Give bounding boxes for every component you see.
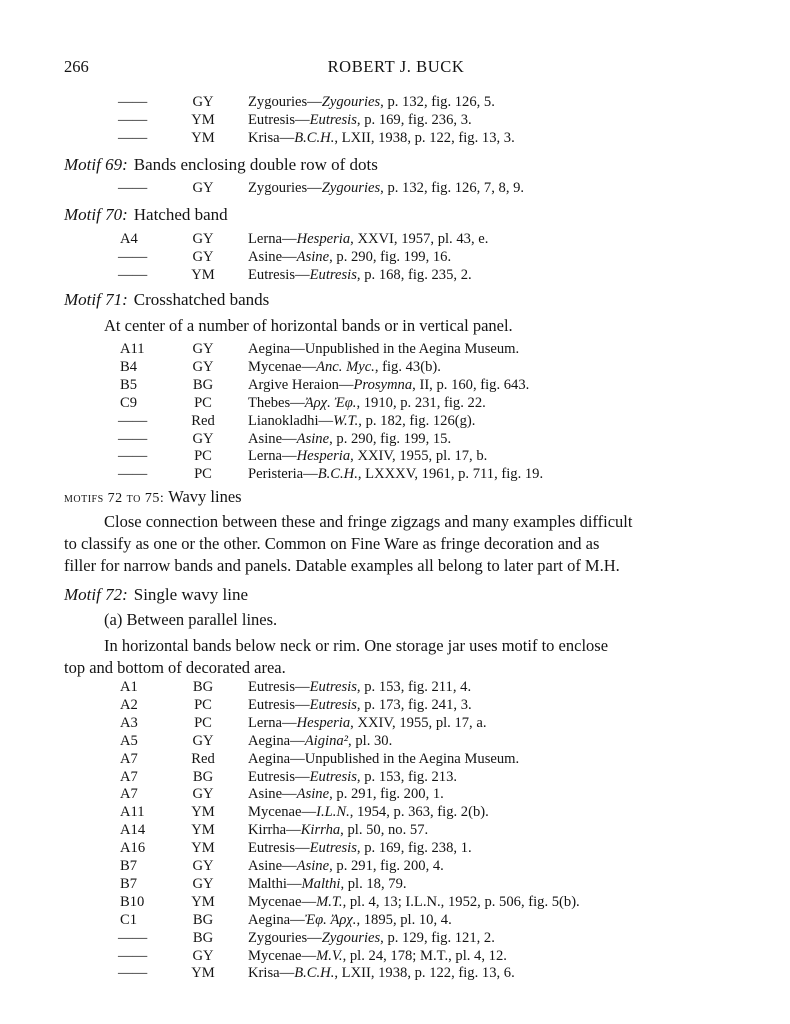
list-item (0, 929, 790, 947)
motif-title: Single wavy line (133, 585, 249, 604)
entry-id: B4 (120, 358, 138, 375)
list-item (0, 93, 790, 111)
list-item (0, 447, 790, 465)
reference-publication: Kirrha (300, 822, 341, 839)
reference-detail: , 1895, pl. 10, 4. (356, 911, 452, 928)
reference-site: Krisa— (248, 965, 295, 982)
reference (248, 358, 441, 376)
paragraph-line: filler for narrow bands and panels. Datable examples all belong to later part of M.H. (64, 556, 620, 575)
entry-id: —— (118, 929, 148, 946)
entry-id: A5 (120, 732, 138, 749)
motifs-72-75-heading (64, 486, 242, 510)
reference-publication: Asine (296, 430, 330, 447)
motif-70-heading (64, 204, 228, 226)
ware-code: GY (192, 732, 214, 749)
subheading: (a) Between parallel lines. (104, 610, 278, 629)
reference (248, 340, 519, 358)
entry-id: A7 (120, 768, 138, 785)
reference-site: Kirrha— (248, 822, 301, 839)
reference-publication: Prosymna (353, 376, 413, 393)
reference-site: Lianokladhi— (248, 412, 334, 429)
ware-code: GY (192, 430, 214, 447)
entry-id: B7 (120, 858, 138, 874)
reference-site: Aegina— (248, 732, 305, 749)
reference-detail: , p. 132, fig. 126, 7, 8, 9. (380, 180, 525, 196)
list-item (0, 129, 790, 147)
reference-publication: Aigina² (304, 732, 349, 749)
reference-site: Malthi— (248, 875, 302, 892)
reference (248, 821, 428, 839)
ware-code: GY (192, 858, 214, 874)
entry-id: —— (118, 180, 148, 196)
motif-label: Motif 70: (64, 205, 128, 224)
reference (248, 394, 486, 412)
list-item (0, 893, 790, 911)
reference-site: Lerna— (248, 231, 297, 247)
reference-publication: Hesperia (296, 714, 351, 731)
reference-detail: , LXXXV, 1961, p. 711, fig. 19. (357, 466, 544, 483)
reference-detail: , p. 153, fig. 211, 4. (356, 679, 472, 695)
reference-detail: , p. 153, fig. 213. (356, 768, 458, 785)
reference-site: Krisa— (248, 129, 295, 146)
reference (248, 230, 488, 248)
reference-publication: Zygouries (321, 180, 381, 196)
reference-publication: B.C.H. (294, 129, 335, 146)
paragraph-line: Close connection between these and fringe zigzags and many examples difficult (104, 512, 633, 531)
entry-id: —— (118, 94, 148, 110)
reference-site: Mycenae— (248, 358, 317, 375)
list-item (0, 111, 790, 129)
reference-publication: Eutresis (309, 696, 357, 713)
reference (248, 129, 515, 147)
reference-detail: , LXII, 1938, p. 122, fig. 13, 3. (334, 129, 515, 146)
reference-publication: Zygouries (321, 929, 381, 946)
reference-detail: , XXVI, 1957, pl. 43, e. (350, 231, 489, 247)
ware-code: YM (191, 111, 215, 128)
reference (248, 93, 495, 111)
reference-publication: Ἀρχ. Ἐφ. (304, 394, 357, 411)
ware-code: PC (194, 466, 212, 483)
list-item (0, 696, 790, 714)
reference (248, 947, 507, 965)
entry-id: —— (118, 266, 148, 283)
entry-id: —— (118, 430, 148, 447)
motif-title: Bands enclosing double row of dots (133, 155, 378, 174)
reference-detail: , pl. 24, 178; M.T., pl. 4, 12. (342, 947, 507, 964)
entry-id: —— (118, 947, 148, 964)
motifs-title: Wavy lines (168, 487, 242, 506)
reference-site: Eutresis— (248, 111, 310, 128)
list-item (0, 911, 790, 929)
page-number: 266 (64, 57, 89, 76)
ware-code: YM (191, 893, 215, 910)
list-item (0, 465, 790, 483)
entry-id: A4 (120, 231, 138, 247)
reference-site: Mycenae— (248, 947, 317, 964)
reference (248, 893, 580, 911)
motif-label: Motif 69: (64, 155, 128, 174)
reference-site: Eutresis— (248, 696, 310, 713)
entry-id: —— (118, 111, 148, 128)
ware-code: GY (192, 358, 214, 375)
reference-detail: , XXIV, 1955, pl. 17, b. (350, 448, 488, 465)
reference-site: Mycenae— (248, 893, 317, 910)
entry-id: —— (118, 448, 148, 465)
entry-id: —— (118, 248, 148, 265)
reference-site: Lerna— (248, 448, 297, 465)
reference (248, 111, 472, 129)
list-item (0, 179, 790, 197)
reference (248, 248, 451, 266)
reference-publication: Anc. Myc. (316, 358, 375, 375)
reference-publication: Asine (296, 248, 330, 265)
reference-detail: , 1910, p. 231, fig. 22. (356, 394, 486, 411)
reference-site: Thebes— (248, 394, 305, 411)
list-item (0, 430, 790, 448)
paragraph-line: In horizontal bands below neck or rim. One storage jar uses motif to enclose (104, 636, 609, 655)
entry-id: —— (118, 466, 148, 483)
reference (248, 929, 495, 947)
reference (248, 857, 444, 875)
reference (248, 447, 487, 465)
motif-label: Motif 71: (64, 290, 128, 309)
reference (248, 911, 452, 929)
entry-id: B7 (120, 875, 138, 892)
ware-code: YM (191, 965, 215, 982)
entry-id: A7 (120, 786, 138, 803)
ware-code: YM (191, 804, 215, 821)
reference (248, 179, 524, 197)
list-item (0, 750, 790, 768)
list-item (0, 839, 790, 857)
ware-code: Red (191, 750, 215, 767)
entry-id: C1 (120, 911, 138, 928)
paragraph-line: top and bottom of decorated area. (64, 658, 286, 677)
reference-site: Asine— (248, 430, 297, 447)
list-item (0, 964, 790, 982)
reference-site: Zygouries— (248, 180, 322, 196)
reference-publication: Zygouries (321, 94, 381, 110)
list-item (0, 857, 790, 875)
reference-site: Zygouries— (248, 929, 322, 946)
reference-detail: , pl. 50, no. 57. (340, 822, 429, 839)
reference-site: Zygouries— (248, 94, 322, 110)
reference-detail: , p. 291, fig. 200, 4. (329, 858, 444, 874)
ware-code: BG (192, 911, 214, 928)
reference-publication: Eutresis (309, 840, 357, 857)
reference-detail: , II, p. 160, fig. 643. (412, 376, 530, 393)
motif-title: Crosshatched bands (133, 290, 270, 309)
ware-code: BG (192, 929, 214, 946)
motif-71-description: At center of a number of horizontal bands or in vertical panel. (104, 316, 513, 335)
reference-site: Peristeria— (248, 466, 318, 483)
ware-code: BG (192, 679, 214, 695)
ware-code: GY (192, 786, 214, 803)
reference-detail: , 1954, p. 363, fig. 2(b). (349, 804, 489, 821)
reference (248, 768, 457, 786)
reference-publication: M.T. (316, 893, 343, 910)
ware-code: GY (192, 180, 214, 196)
motif-title: Hatched band (133, 205, 228, 224)
reference (248, 696, 472, 714)
reference-publication: M.V. (316, 947, 343, 964)
reference-site: Asine— (248, 248, 297, 265)
reference (248, 376, 529, 394)
reference-publication: Asine (296, 786, 330, 803)
entry-id: B5 (120, 376, 138, 393)
reference-publication: Eutresis (309, 768, 357, 785)
running-title: ROBERT J. BUCK (327, 57, 465, 76)
reference-site: Aegina—Unpublished in the Aegina Museum. (248, 341, 520, 357)
reference (248, 875, 407, 893)
reference-detail: , p. 169, fig. 238, 1. (356, 840, 472, 857)
entry-id: A3 (120, 714, 138, 731)
reference-site: Asine— (248, 786, 297, 803)
reference-site: Eutresis— (248, 266, 310, 283)
reference-publication: Ἐφ. Ἀρχ. (304, 911, 357, 928)
reference-site: Eutresis— (248, 768, 310, 785)
entry-id: —— (118, 965, 148, 982)
list-item (0, 248, 790, 266)
entry-id: A14 (120, 822, 146, 839)
ware-code: Red (191, 412, 215, 429)
ware-code: GY (192, 875, 214, 892)
list-item (0, 412, 790, 430)
ware-code: GY (192, 231, 214, 247)
ware-code: GY (192, 341, 214, 357)
entry-id: A16 (120, 840, 146, 857)
entry-id: A1 (120, 679, 138, 695)
entry-id: B10 (120, 893, 145, 910)
reference (248, 465, 543, 483)
reference-detail: , p. 291, fig. 200, 1. (329, 786, 444, 803)
reference (248, 839, 472, 857)
reference-site: Eutresis— (248, 679, 310, 695)
motif-69-heading (64, 154, 378, 176)
reference (248, 412, 475, 430)
reference-publication: Hesperia (296, 231, 351, 247)
ware-code: PC (194, 714, 212, 731)
reference (248, 964, 515, 982)
reference (248, 785, 444, 803)
reference-detail: , XXIV, 1955, pl. 17, a. (350, 714, 487, 731)
reference-site: Lerna— (248, 714, 297, 731)
entry-id: A2 (120, 696, 138, 713)
list-item (0, 714, 790, 732)
ware-code: GY (192, 94, 214, 110)
ware-code: YM (191, 129, 215, 146)
reference-publication: Eutresis (309, 266, 357, 283)
reference (248, 266, 472, 284)
ware-code: YM (191, 840, 215, 857)
reference-detail: , p. 290, fig. 199, 15. (329, 430, 452, 447)
entry-id: A11 (120, 341, 145, 357)
motif-72-heading (64, 584, 248, 606)
reference (248, 732, 392, 750)
ware-code: YM (191, 822, 215, 839)
list-item (0, 768, 790, 786)
reference-publication: Eutresis (309, 111, 357, 128)
reference-detail: , p. 173, fig. 241, 3. (356, 696, 472, 713)
reference (248, 714, 486, 732)
reference (248, 430, 451, 448)
ware-code: BG (192, 376, 214, 393)
list-item (0, 678, 790, 696)
reference-publication: B.C.H. (294, 965, 335, 982)
entry-id: A7 (120, 750, 138, 767)
reference-detail: , p. 290, fig. 199, 16. (329, 248, 452, 265)
list-item (0, 821, 790, 839)
list-item (0, 785, 790, 803)
reference-detail: , p. 168, fig. 235, 2. (356, 266, 472, 283)
list-item (0, 875, 790, 893)
reference-detail: , fig. 43(b). (374, 358, 441, 375)
motif-label: Motif 72: (64, 585, 128, 604)
ware-code: GY (192, 248, 214, 265)
reference-site: Argive Heraion— (248, 376, 354, 393)
reference-site: Eutresis— (248, 840, 310, 857)
reference-publication: I.L.N. (316, 804, 350, 821)
ware-code: PC (194, 394, 212, 411)
ware-code: PC (194, 696, 212, 713)
motif-71-heading (64, 289, 269, 311)
entry-id: —— (118, 129, 148, 146)
reference-detail: , p. 132, fig. 126, 5. (380, 94, 495, 110)
reference-publication: B.C.H. (317, 466, 358, 483)
list-item (0, 340, 790, 358)
ware-code: BG (192, 768, 214, 785)
reference-site: Mycenae— (248, 804, 317, 821)
reference-detail: , pl. 30. (348, 732, 393, 749)
reference-detail: , pl. 18, 79. (340, 875, 407, 892)
reference (248, 803, 489, 821)
reference (248, 750, 519, 768)
reference-publication: Malthi (301, 875, 341, 892)
entry-id: C9 (120, 394, 138, 411)
list-item (0, 947, 790, 965)
paragraph-line: to classify as one or the other. Common on Fine Ware as fringe decoration and as (64, 534, 600, 553)
list-item (0, 394, 790, 412)
reference (248, 678, 471, 696)
reference-publication: Asine (296, 858, 330, 874)
reference-detail: , p. 182, fig. 126(g). (358, 412, 476, 429)
list-item (0, 230, 790, 248)
list-item (0, 803, 790, 821)
reference-site: Aegina—Unpublished in the Aegina Museum. (248, 750, 520, 767)
list-item (0, 358, 790, 376)
entry-id: A11 (120, 804, 145, 821)
reference-site: Asine— (248, 858, 297, 874)
running-header (64, 57, 728, 81)
reference-detail: , p. 169, fig. 236, 3. (356, 111, 472, 128)
ware-code: PC (194, 448, 212, 465)
list-item (0, 376, 790, 394)
ware-code: YM (191, 266, 215, 283)
reference-publication: Eutresis (309, 679, 357, 695)
list-item (0, 266, 790, 284)
reference-detail: , pl. 4, 13; I.L.N., 1952, p. 506, fig. 5(b). (342, 893, 580, 910)
reference-site: Aegina— (248, 911, 305, 928)
motifs-label: motifs 72 to 75: (64, 491, 165, 506)
list-item (0, 732, 790, 750)
reference-publication: Hesperia (296, 448, 351, 465)
entry-id: —— (118, 412, 148, 429)
reference-publication: W.T. (333, 412, 359, 429)
reference-detail: , p. 129, fig. 121, 2. (380, 929, 495, 946)
reference-detail: , LXII, 1938, p. 122, fig. 13, 6. (334, 965, 515, 982)
ware-code: GY (192, 947, 214, 964)
